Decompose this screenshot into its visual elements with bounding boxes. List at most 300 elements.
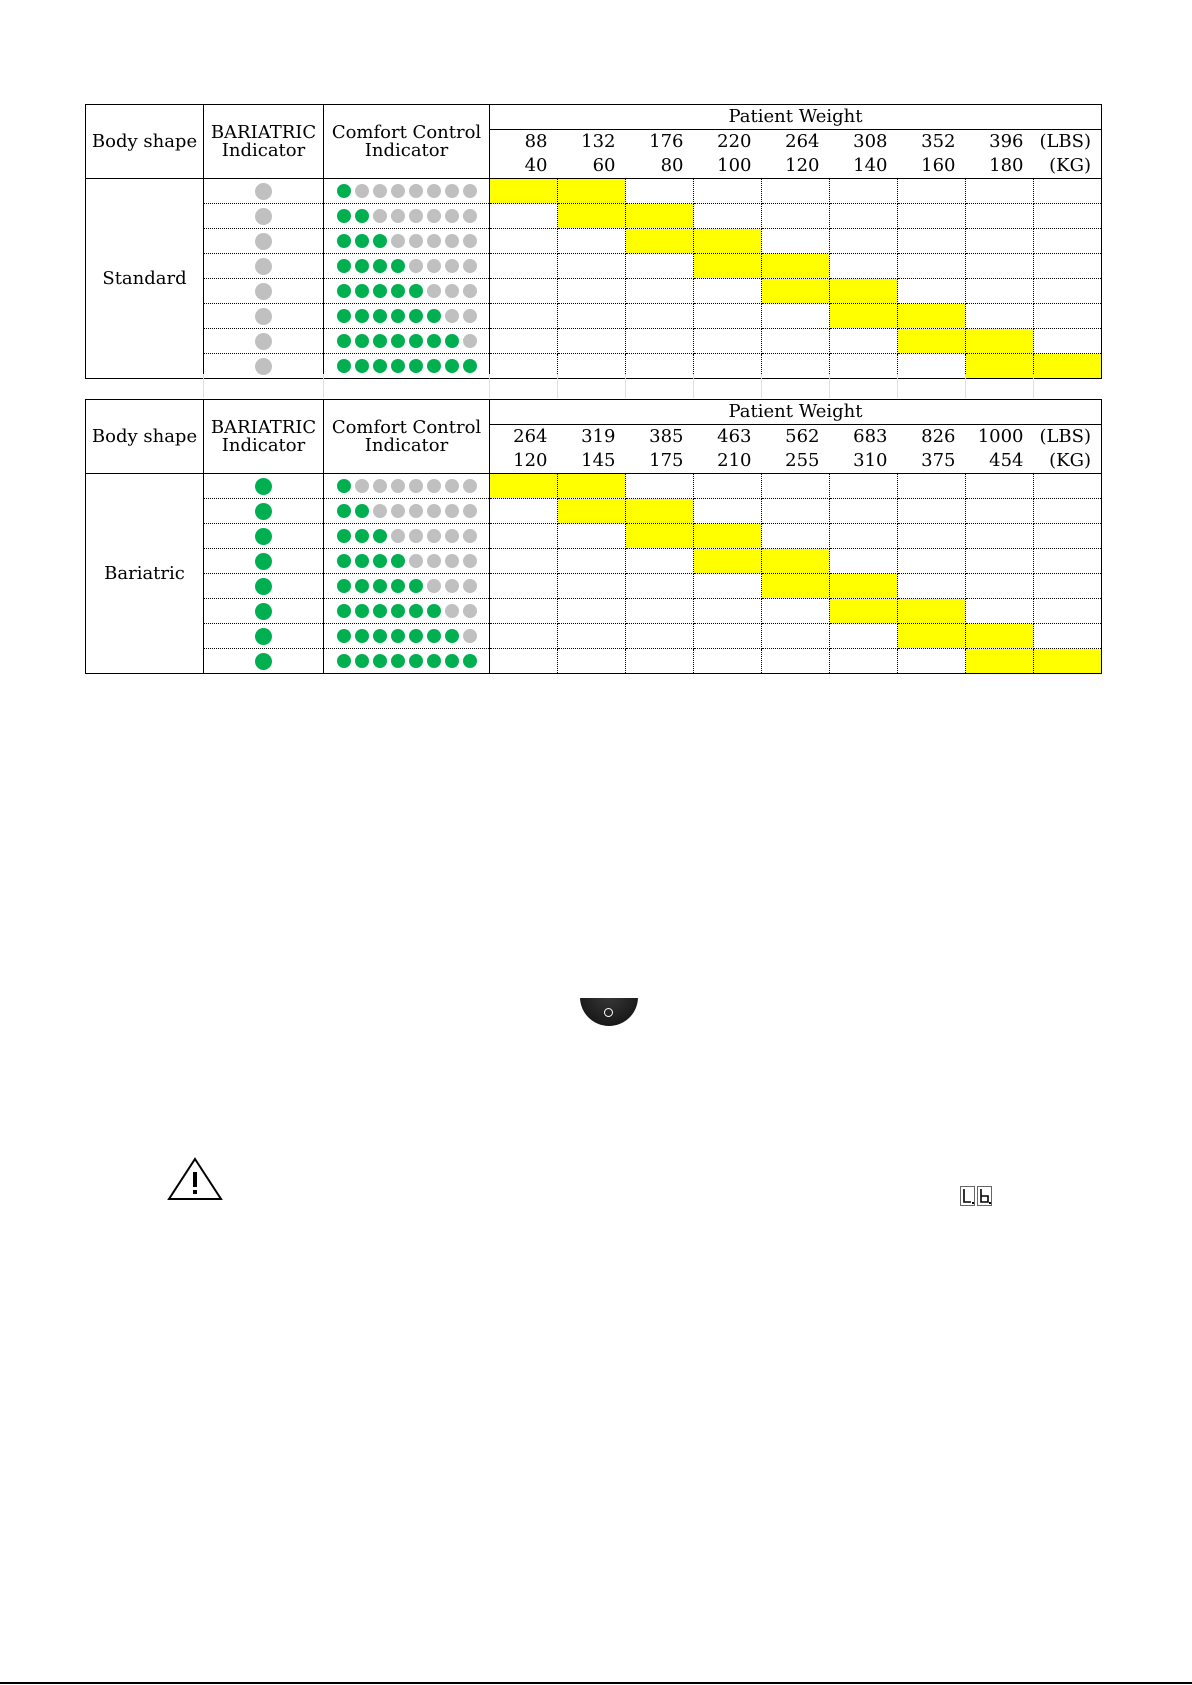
weight-range-cell [626, 474, 694, 499]
comfort-dot [409, 334, 423, 348]
comfort-dot [427, 504, 441, 518]
bariatric-indicator-light [255, 183, 272, 200]
weight-range-cell [1034, 329, 1102, 354]
comfort-dot [391, 629, 405, 643]
weight-range-cell-active [694, 549, 762, 574]
level-row [86, 204, 1102, 229]
comfort-dot [373, 259, 387, 273]
comfort-dot [445, 604, 459, 618]
weight-range-cell [830, 229, 898, 254]
weight-range-cell [558, 329, 626, 354]
comfort-dot [391, 504, 405, 518]
comfort-dot [427, 579, 441, 593]
level-row [86, 624, 1102, 649]
weight-range-cell-active [898, 599, 966, 624]
comfort-dot [355, 259, 369, 273]
comfort-dot [445, 209, 459, 223]
weight-range-cell [490, 624, 558, 649]
comfort-dot [337, 359, 351, 373]
bariatric-indicator-light [255, 478, 272, 495]
bariatric-indicator-light [255, 653, 272, 670]
weight-range-cell [558, 524, 626, 549]
comfort-dot [427, 529, 441, 543]
weight-range-cell [830, 499, 898, 524]
kg-value: 60 [558, 154, 626, 179]
comfort-dot [409, 629, 423, 643]
weight-range-cell-active [898, 329, 966, 354]
comfort-dot [391, 334, 405, 348]
comfort-indicator [324, 304, 490, 329]
weight-range-cell [1034, 204, 1102, 229]
comfort-dot [463, 359, 477, 373]
lbs-value: 308 [830, 130, 898, 155]
comfort-dot [373, 284, 387, 298]
comfort-dot [463, 554, 477, 568]
level-row [86, 179, 1102, 204]
weight-range-cell-active [898, 304, 966, 329]
comfort-dot [463, 334, 477, 348]
lbs-value: 385 [626, 425, 694, 450]
body-shape-header: Body shape [86, 105, 204, 179]
weight-range-cell [490, 279, 558, 304]
weight-range-cell [898, 574, 966, 599]
lbs-value: 396 [966, 130, 1034, 155]
comfort-dot [373, 209, 387, 223]
bariatric-indicator-header: BARIATRIC Indicator [204, 105, 324, 179]
comfort-dot [409, 654, 423, 668]
bariatric-indicator-light [255, 233, 272, 250]
weight-range-cell [694, 179, 762, 204]
weight-range-cell [966, 179, 1034, 204]
weight-range-cell [694, 624, 762, 649]
comfort-dot [445, 334, 459, 348]
level-row [86, 499, 1102, 524]
level-row [86, 599, 1102, 624]
comfort-indicator [324, 649, 490, 674]
weight-range-cell [626, 179, 694, 204]
weight-range-cell [966, 254, 1034, 279]
kg-value: 180 [966, 154, 1034, 179]
weight-range-cell [830, 624, 898, 649]
comfort-dot [337, 554, 351, 568]
weight-range-cell-active [830, 599, 898, 624]
weight-range-cell [626, 304, 694, 329]
comfort-dot [373, 554, 387, 568]
comfort-dot [427, 334, 441, 348]
weight-range-cell [830, 179, 898, 204]
comfort-indicator [324, 329, 490, 354]
weight-range-cell-active [626, 524, 694, 549]
comfort-dot [427, 284, 441, 298]
comfort-dot [337, 284, 351, 298]
weight-range-cell [830, 204, 898, 229]
comfort-dot [463, 309, 477, 323]
weight-range-cell [558, 649, 626, 674]
comfort-dot [463, 604, 477, 618]
weight-range-cell [966, 574, 1034, 599]
weight-range-cell [558, 624, 626, 649]
comfort-dot [373, 529, 387, 543]
patient-weight-header: Patient Weight [490, 400, 1102, 425]
comfort-dot [427, 629, 441, 643]
comfort-dot [337, 209, 351, 223]
weight-range-cell [1034, 549, 1102, 574]
weight-range-cell [966, 524, 1034, 549]
weight-range-cell [762, 624, 830, 649]
lbs-value: 132 [558, 130, 626, 155]
comfort-dot [337, 234, 351, 248]
weight-range-cell [558, 304, 626, 329]
bariatric-indicator-light [255, 208, 272, 225]
comfort-dot [391, 579, 405, 593]
weight-range-cell [1034, 599, 1102, 624]
weight-range-cell [1034, 179, 1102, 204]
lbs-value: 176 [626, 130, 694, 155]
bariatric-level-rows [86, 474, 1102, 674]
comfort-indicator [324, 599, 490, 624]
comfort-dot [445, 259, 459, 273]
weight-range-cell [1034, 254, 1102, 279]
comfort-dot [391, 259, 405, 273]
weight-range-cell [694, 499, 762, 524]
weight-range-cell [762, 649, 830, 674]
body-shape-header: Body shape [86, 400, 204, 474]
comfort-dot [355, 604, 369, 618]
weight-range-cell [626, 279, 694, 304]
comfort-dot [463, 654, 477, 668]
comfort-indicator [324, 204, 490, 229]
bariatric-indicator-light [255, 258, 272, 275]
weight-range-cell-active [1034, 649, 1102, 674]
comfort-dot [373, 629, 387, 643]
lbs-value: 220 [694, 130, 762, 155]
weight-range-cell [490, 304, 558, 329]
comfort-dot [445, 479, 459, 493]
comfort-dot [355, 529, 369, 543]
lbs-value: 352 [898, 130, 966, 155]
weight-range-cell [490, 229, 558, 254]
weight-range-cell-active [490, 179, 558, 204]
comfort-dot [337, 309, 351, 323]
comfort-dot [355, 479, 369, 493]
comfort-dot [409, 209, 423, 223]
comfort-dot [373, 504, 387, 518]
lb-display-icon [960, 1186, 994, 1206]
weight-range-cell [490, 254, 558, 279]
weight-range-cell [762, 329, 830, 354]
level-row [86, 524, 1102, 549]
comfort-indicator [324, 549, 490, 574]
comfort-dot [427, 184, 441, 198]
comfort-dot [391, 309, 405, 323]
weight-range-cell [830, 549, 898, 574]
level-row [86, 304, 1102, 329]
bariatric-indicator-light [255, 358, 272, 375]
lbs-value: 319 [558, 425, 626, 450]
weight-range-cell [558, 279, 626, 304]
comfort-control-header: Comfort Control Indicator [324, 105, 490, 179]
comfort-dot [373, 654, 387, 668]
comfort-dot [427, 234, 441, 248]
weight-range-cell [762, 599, 830, 624]
comfort-dot [409, 359, 423, 373]
comfort-indicator [324, 574, 490, 599]
comfort-dot [463, 504, 477, 518]
comfort-dot [427, 209, 441, 223]
comfort-dot [409, 284, 423, 298]
bariatric-indicator-light [255, 603, 272, 620]
level-row [86, 549, 1102, 574]
comfort-dot [463, 284, 477, 298]
weight-range-cell-active [558, 204, 626, 229]
comfort-dot [373, 234, 387, 248]
comfort-dot [355, 554, 369, 568]
comfort-dot [463, 259, 477, 273]
comfort-dot [337, 579, 351, 593]
weight-range-cell [1034, 304, 1102, 329]
comfort-indicator [324, 499, 490, 524]
weight-range-cell-active [762, 254, 830, 279]
weight-range-cell-active [966, 329, 1034, 354]
lbs-value: 1000 [966, 425, 1034, 450]
lbs-unit: (LBS) [1034, 425, 1102, 450]
comfort-dot [373, 359, 387, 373]
kg-value: 160 [898, 154, 966, 179]
comfort-dot [373, 479, 387, 493]
comfort-indicator [324, 254, 490, 279]
lbs-value: 562 [762, 425, 830, 450]
weight-range-cell [490, 524, 558, 549]
bariatric-indicator-header: BARIATRIC Indicator [204, 400, 324, 474]
weight-range-cell [1034, 279, 1102, 304]
comfort-dot [337, 504, 351, 518]
weight-range-cell [762, 179, 830, 204]
kg-value: 140 [830, 154, 898, 179]
table-separator [85, 374, 1101, 398]
comfort-dot [355, 209, 369, 223]
weight-range-cell [966, 499, 1034, 524]
bariatric-indicator-light [255, 503, 272, 520]
kg-value: 145 [558, 449, 626, 474]
comfort-dot [427, 604, 441, 618]
weight-range-cell [762, 524, 830, 549]
lbs-value: 463 [694, 425, 762, 450]
level-row [86, 254, 1102, 279]
weight-range-cell [966, 474, 1034, 499]
weight-range-cell [898, 499, 966, 524]
weight-range-cell [626, 624, 694, 649]
comfort-dot [463, 479, 477, 493]
lbs-value: 826 [898, 425, 966, 450]
bariatric-indicator-light [255, 528, 272, 545]
weight-range-cell [898, 254, 966, 279]
comfort-indicator [324, 624, 490, 649]
bariatric-indicator-light [255, 578, 272, 595]
standard-level-rows [86, 179, 1102, 379]
weight-range-cell [626, 574, 694, 599]
weight-range-cell [762, 204, 830, 229]
comfort-dot [355, 654, 369, 668]
comfort-dot [409, 529, 423, 543]
weight-range-cell [626, 599, 694, 624]
weight-range-cell [694, 599, 762, 624]
comfort-control-header: Comfort Control Indicator [324, 400, 490, 474]
comfort-dot [445, 654, 459, 668]
weight-range-cell [898, 204, 966, 229]
weight-range-cell [558, 574, 626, 599]
weight-range-cell [626, 649, 694, 674]
weight-range-cell [966, 599, 1034, 624]
weight-range-cell [694, 649, 762, 674]
weight-range-cell [626, 329, 694, 354]
weight-range-cell-active [694, 229, 762, 254]
level-row [86, 329, 1102, 354]
weight-range-cell-active [626, 229, 694, 254]
comfort-dot [355, 334, 369, 348]
comfort-dot [463, 629, 477, 643]
kg-value: 210 [694, 449, 762, 474]
comfort-dot [373, 579, 387, 593]
comfort-dot [445, 184, 459, 198]
lbs-unit: (LBS) [1034, 130, 1102, 155]
comfort-indicator [324, 524, 490, 549]
weight-range-cell-active [830, 574, 898, 599]
level-row [86, 229, 1102, 254]
comfort-dot [409, 479, 423, 493]
weight-range-cell [966, 229, 1034, 254]
weight-range-cell [490, 549, 558, 574]
weight-range-cell [626, 254, 694, 279]
body-shape-label: Standard [86, 179, 204, 379]
weight-range-cell [558, 599, 626, 624]
weight-range-cell [898, 549, 966, 574]
weight-range-cell-active [762, 279, 830, 304]
weight-range-cell [558, 549, 626, 574]
kg-value: 454 [966, 449, 1034, 474]
comfort-dot [463, 234, 477, 248]
weight-range-cell [1034, 624, 1102, 649]
bariatric-weight-table [85, 399, 1102, 674]
kg-value: 80 [626, 154, 694, 179]
warning-triangle-icon [167, 1157, 223, 1201]
weight-range-cell [490, 574, 558, 599]
weight-range-cell-active [966, 649, 1034, 674]
weight-range-cell-active [694, 254, 762, 279]
comfort-dot [409, 554, 423, 568]
weight-range-cell-active [966, 624, 1034, 649]
kg-value: 255 [762, 449, 830, 474]
comfort-dot [337, 479, 351, 493]
weight-range-cell [830, 524, 898, 549]
comfort-dot [337, 259, 351, 273]
kg-value: 100 [694, 154, 762, 179]
weight-range-cell [490, 649, 558, 674]
comfort-dot [409, 184, 423, 198]
comfort-dot [463, 529, 477, 543]
weight-range-cell [762, 474, 830, 499]
weight-range-cell [558, 229, 626, 254]
weight-range-cell [898, 229, 966, 254]
comfort-dot [337, 334, 351, 348]
weight-range-cell [898, 179, 966, 204]
comfort-dot [445, 554, 459, 568]
comfort-dot [391, 209, 405, 223]
weight-range-cell [1034, 524, 1102, 549]
weight-range-cell-active [830, 279, 898, 304]
weight-range-cell [830, 329, 898, 354]
weight-range-cell [694, 204, 762, 229]
comfort-dot [445, 309, 459, 323]
weight-range-cell-active [626, 204, 694, 229]
comfort-dot [409, 504, 423, 518]
kg-value: 120 [762, 154, 830, 179]
weight-range-cell [694, 474, 762, 499]
comfort-dot [409, 309, 423, 323]
weight-range-cell [966, 304, 1034, 329]
kg-unit: (KG) [1034, 154, 1102, 179]
kg-value: 310 [830, 449, 898, 474]
level-row [86, 649, 1102, 674]
comfort-indicator [324, 179, 490, 204]
comfort-dot [463, 579, 477, 593]
comfort-indicator [324, 279, 490, 304]
comfort-dot [445, 504, 459, 518]
weight-range-cell-active [762, 549, 830, 574]
weight-range-cell [490, 329, 558, 354]
weight-range-cell-active [558, 179, 626, 204]
weight-range-cell [830, 474, 898, 499]
comfort-dot [391, 359, 405, 373]
comfort-dot [445, 359, 459, 373]
comfort-dot [355, 359, 369, 373]
weight-range-cell [694, 279, 762, 304]
kg-value: 120 [490, 449, 558, 474]
lbs-value: 264 [490, 425, 558, 450]
weight-range-cell [694, 329, 762, 354]
comfort-dot [427, 359, 441, 373]
bariatric-indicator-light [255, 283, 272, 300]
comfort-indicator [324, 229, 490, 254]
comfort-indicator [324, 474, 490, 499]
comfort-dot [391, 234, 405, 248]
comfort-dot [445, 579, 459, 593]
kg-value: 175 [626, 449, 694, 474]
weight-range-cell-active [490, 474, 558, 499]
weight-range-cell [762, 304, 830, 329]
standard-weight-table [85, 104, 1102, 379]
comfort-dot [337, 629, 351, 643]
weight-range-cell [1034, 574, 1102, 599]
weight-range-cell-active [694, 524, 762, 549]
comfort-dot [355, 234, 369, 248]
comfort-dot [427, 479, 441, 493]
comfort-dot [391, 284, 405, 298]
weight-range-cell [762, 229, 830, 254]
level-row [86, 574, 1102, 599]
comfort-dot [391, 654, 405, 668]
comfort-dot [373, 184, 387, 198]
weight-range-cell [830, 649, 898, 674]
comfort-dot [337, 184, 351, 198]
weight-range-cell-active [898, 624, 966, 649]
comfort-dot [463, 209, 477, 223]
comfort-dot [355, 284, 369, 298]
weight-range-cell [1034, 474, 1102, 499]
weight-range-cell [830, 254, 898, 279]
footer-rule [0, 1682, 1192, 1684]
weight-range-cell [694, 574, 762, 599]
weight-range-cell [490, 204, 558, 229]
